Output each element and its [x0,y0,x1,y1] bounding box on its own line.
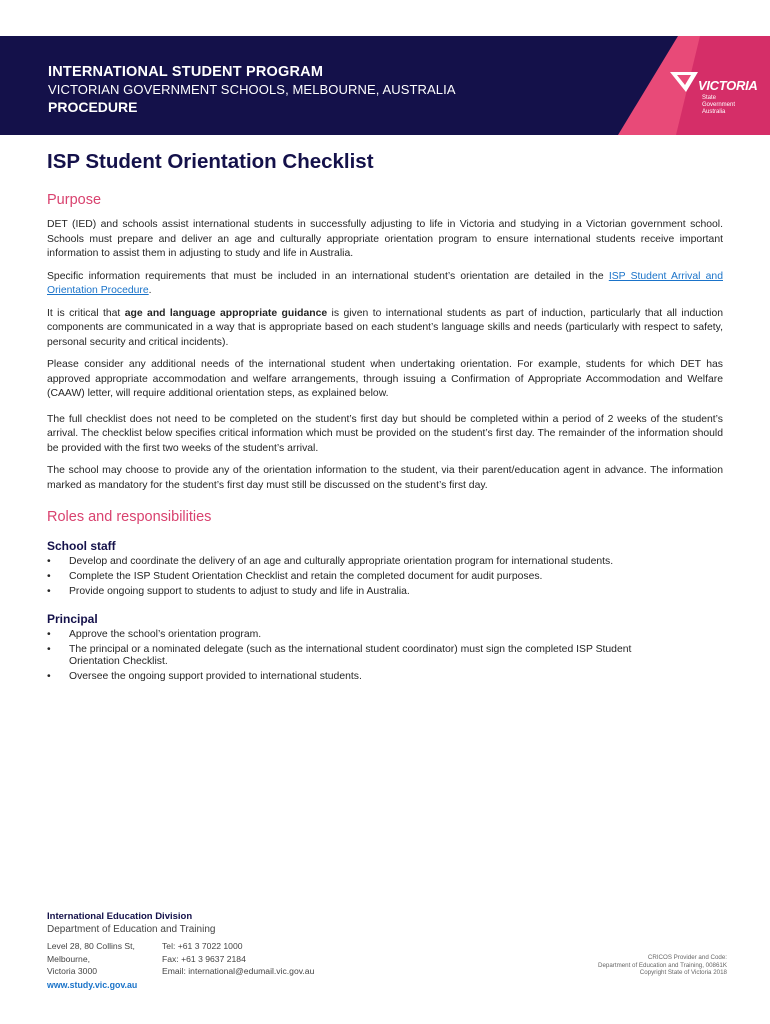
footer-website-link[interactable]: www.study.vic.gov.au [47,980,138,990]
document-type: PROCEDURE [48,99,138,115]
victoria-logo-subtext: State Government Australia [702,95,736,115]
principal-heading: Principal [47,612,98,626]
list-item: • Provide ongoing support to students to adjust to study and life in Australia. [47,586,410,597]
roles-heading: Roles and responsibilities [47,509,212,525]
main-content [47,150,723,686]
purpose-paragraph-3: It is critical that age and language appropriate guidance is given to international students as part of induction, particularly that all induction components are communicated in a way that is appropriate based on each student’s language skills and needs (particularly with respect to safety, personal security and critical incidents). [47,307,724,348]
footer-department: Department of Education and Training [47,924,216,935]
list-item: • Oversee the ongoing support provided to international students. [47,671,362,682]
footer-division: International Education Division [47,911,193,922]
bullet-icon: • [47,556,51,567]
footer-legal: CRICOS Provider and Code: Department of Education and Training, 00861K Copyright State of Victoria 2018 [598,954,727,976]
school-staff-list [47,556,723,598]
principal-list [47,629,723,683]
purpose-paragraph-1: DET (IED) and schools assist international students in successfully adjusting to life in Victoria and studying in a Victorian government school. Schools must prepare and deliver an age and culturally appropriate orientation program to ensure international students receive important information to assist them in adjusting to study and life in Australia. [47,219,723,259]
purpose-heading: Purpose [47,192,102,208]
bullet-icon: • [47,644,51,655]
emphasis-text: age and language appropriate guidance [124,307,328,319]
page-footer [47,911,727,1001]
purpose-paragraph-4: Please consider any additional needs of the international student when undertaking orientation. For example, students for which DET has approved appropriate accommodation and welfare arrangements, through issuing a Confirmation of Appropriate Accommodation and Welfare (CAAW) letter, will require additional orientation steps, as explained below. [47,359,723,399]
footer-email-link[interactable]: Email: international@edumail.vic.gov.au [162,966,315,976]
list-item: • Complete the ISP Student Orientation Checklist and retain the completed document for audit purposes. [47,571,543,582]
isp-arrival-procedure-link[interactable]: ISP Student Arrival and Orientation Procedure [47,270,723,296]
list-item: • Approve the school’s orientation program. [47,629,262,640]
page-title: ISP Student Orientation Checklist [47,150,374,173]
purpose-paragraph-6: The school may choose to provide any of the orientation information to the student, via their parent/education agent in advance. The information marked as mandatory for the student’s first day must still be discussed on the student’s first day. [47,465,723,491]
bullet-icon: • [47,671,51,682]
victoria-logo [668,58,768,132]
school-staff-heading: School staff [47,539,116,553]
purpose-paragraph-2: Specific information requirements that must be included in an international student’s orientation are detailed in the ISP Student Arrival and Orientation Procedure. [47,270,723,296]
footer-contact: Tel: +61 3 7022 1000 Fax: +61 3 9637 2184 Email: international@edumail.vic.gov.au [162,941,315,976]
program-subtitle: VICTORIAN GOVERNMENT SCHOOLS, MELBOURNE, AUSTRALIA [48,82,456,97]
list-item: • Develop and coordinate the delivery of an age and culturally appropriate orientation program for international students. [47,556,614,567]
list-item: • The principal or a nominated delegate (such as the international student coordinator) must sign the completed ISP Student Orientation Checklist. [47,644,632,667]
bullet-icon: • [47,629,51,640]
victoria-logo-word: VICTORIA [698,78,758,93]
footer-address: Level 28, 80 Collins St, Melbourne, Victoria 3000 [47,941,135,976]
header-banner [0,36,770,135]
program-title: INTERNATIONAL STUDENT PROGRAM [48,64,324,80]
purpose-paragraph-5: The full checklist does not need to be completed on the student’s first day but should be completed within a period of 2 weeks of the student’s arrival. The checklist below specifies critical information which must be provided on the student’s first day. The remainder of the information should be provided with the first two weeks of the student’s arrival. [47,413,723,454]
bullet-icon: • [47,571,51,582]
bullet-icon: • [47,586,51,597]
